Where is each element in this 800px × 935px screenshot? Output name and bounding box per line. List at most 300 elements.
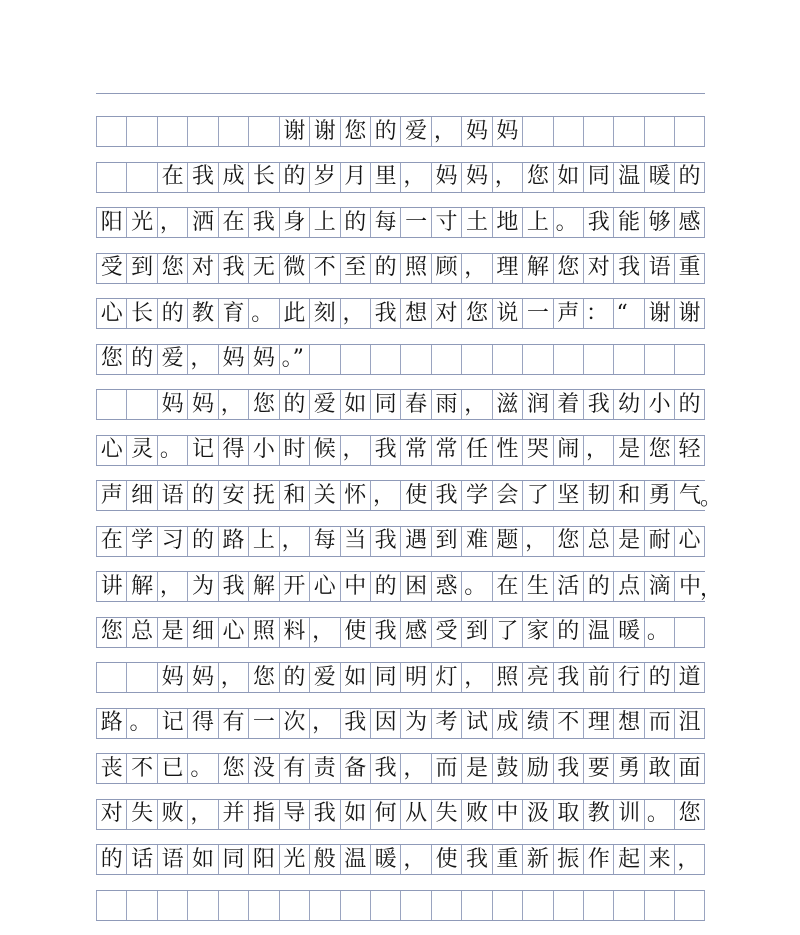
- grid-cell: 惑: [431, 572, 461, 601]
- grid-cell: 中: [674, 572, 704, 601]
- grid-cell: [157, 117, 187, 146]
- grid-cell: 您: [157, 254, 187, 283]
- grid-cell: 坚: [553, 481, 583, 510]
- grid-cell: 行: [613, 663, 643, 692]
- grid-cell: 受: [431, 618, 461, 647]
- grid-cell: [644, 891, 674, 920]
- grid-cell: 轻: [674, 436, 704, 465]
- grid-cell: 妈: [157, 390, 187, 419]
- grid-cell: 妈: [157, 663, 187, 692]
- text-row: [96, 480, 722, 511]
- grid-cell: ，: [187, 345, 217, 374]
- grid-cell: [309, 345, 339, 374]
- grid-cell: 对: [431, 299, 461, 328]
- grid-cell: 同: [370, 390, 400, 419]
- grid-cell: 语: [157, 481, 187, 510]
- grid-cell: 到: [431, 527, 461, 556]
- grid-cell: [340, 891, 370, 920]
- grid-cell: 路: [96, 709, 126, 738]
- grid-cell: 到: [461, 618, 491, 647]
- grid-cell: ，: [187, 800, 217, 829]
- grid-cell: 耐: [644, 527, 674, 556]
- grid-cell: 光: [279, 845, 309, 874]
- grid-cell: 不: [553, 709, 583, 738]
- grid-cell: 我: [431, 481, 461, 510]
- grid-cell: 责: [309, 754, 339, 783]
- text-row: [96, 799, 705, 830]
- grid-cell: 不: [309, 254, 339, 283]
- grid-cell: 如: [340, 800, 370, 829]
- grid-cell: 作: [583, 845, 613, 874]
- grid-cell: 。: [248, 299, 278, 328]
- grid-cell: ，: [340, 436, 370, 465]
- grid-cell: 沮: [674, 709, 704, 738]
- grid-cell: ，: [340, 299, 370, 328]
- grid-cell: 的: [187, 527, 217, 556]
- grid-cell: 记: [187, 436, 217, 465]
- grid-cell: 路: [218, 527, 248, 556]
- grid-cell: 般: [309, 845, 339, 874]
- grid-cell: 。: [157, 436, 187, 465]
- grid-cell: 重: [492, 845, 522, 874]
- grid-cell: [309, 891, 339, 920]
- grid-cell: 使: [400, 481, 430, 510]
- grid-cell: 了: [522, 481, 552, 510]
- grid-cell: 有: [218, 709, 248, 738]
- grid-cell: 的: [370, 254, 400, 283]
- text-row: [96, 298, 705, 329]
- grid-cell: 妈: [218, 345, 248, 374]
- grid-cell: 语: [157, 845, 187, 874]
- grid-cell: 的: [279, 390, 309, 419]
- grid-cell: 总: [126, 618, 156, 647]
- grid-cell: 您: [553, 254, 583, 283]
- grid-cell: 是: [613, 436, 643, 465]
- grid-cell: 困: [400, 572, 430, 601]
- grid-cell: 得: [218, 436, 248, 465]
- grid-cell: 明: [400, 663, 430, 692]
- grid-cell: 我: [370, 299, 400, 328]
- grid-cell: 我: [370, 618, 400, 647]
- grid-cell: 学: [126, 527, 156, 556]
- grid-cell: 您: [248, 390, 278, 419]
- grid-cell: 阳: [248, 845, 278, 874]
- grid-cell: 我: [218, 254, 248, 283]
- grid-cell: 小: [644, 390, 674, 419]
- grid-cell: 长: [248, 163, 278, 192]
- text-row: [96, 890, 705, 921]
- grid-cell: 敢: [644, 754, 674, 783]
- text-row: [96, 435, 705, 466]
- grid-cell: 的: [340, 208, 370, 237]
- grid-cell: 开: [279, 572, 309, 601]
- grid-cell: [431, 891, 461, 920]
- grid-cell: 爱: [157, 345, 187, 374]
- grid-cell: 幼: [613, 390, 643, 419]
- grid-cell: 滴: [644, 572, 674, 601]
- grid-cell: 活: [553, 572, 583, 601]
- grid-cell: 温: [583, 618, 613, 647]
- grid-cell: [522, 345, 552, 374]
- grid-cell: 一: [400, 208, 430, 237]
- grid-cell: 声: [96, 481, 126, 510]
- grid-cell: 料: [279, 618, 309, 647]
- grid-cell: 月: [340, 163, 370, 192]
- grid-cell: 家: [522, 618, 552, 647]
- grid-cell: 一: [522, 299, 552, 328]
- grid-cell: [400, 891, 430, 920]
- grid-cell: 心: [96, 299, 126, 328]
- grid-cell: 的: [370, 572, 400, 601]
- grid-cell: 妈: [461, 117, 491, 146]
- grid-cell: 声: [553, 299, 583, 328]
- grid-cell: ，: [279, 527, 309, 556]
- grid-cell: 我: [461, 845, 491, 874]
- grid-cell: 教: [583, 800, 613, 829]
- grid-cell: 训: [613, 800, 643, 829]
- grid-cell: 绩: [522, 709, 552, 738]
- grid-cell: 您: [522, 163, 552, 192]
- grid-cell: [96, 663, 126, 692]
- grid-cell: 丧: [96, 754, 126, 783]
- grid-cell: 起: [613, 845, 643, 874]
- grid-cell: 您: [644, 436, 674, 465]
- grid-cell: 常: [400, 436, 430, 465]
- grid-cell: ，: [157, 208, 187, 237]
- grid-cell: 常: [431, 436, 461, 465]
- overflow-punctuation: 。: [699, 485, 722, 510]
- overflow-punctuation: ，: [699, 576, 722, 601]
- grid-cell: 同: [583, 163, 613, 192]
- grid-cell: 感: [400, 618, 430, 647]
- grid-cell: 小: [248, 436, 278, 465]
- grid-cell: 上: [248, 527, 278, 556]
- grid-cell: 的: [96, 845, 126, 874]
- grid-cell: 妈: [492, 117, 522, 146]
- grid-cell: ，: [522, 527, 552, 556]
- grid-cell: 光: [126, 208, 156, 237]
- grid-cell: [583, 345, 613, 374]
- grid-cell: 有: [279, 754, 309, 783]
- grid-cell: ，: [309, 709, 339, 738]
- grid-cell: 新: [522, 845, 552, 874]
- top-rule: [96, 93, 705, 94]
- grid-cell: 记: [157, 709, 187, 738]
- grid-cell: ，: [157, 572, 187, 601]
- grid-cell: 是: [613, 527, 643, 556]
- grid-cell: 习: [157, 527, 187, 556]
- grid-cell: [461, 345, 491, 374]
- grid-cell: ，: [461, 390, 491, 419]
- grid-cell: 勇: [613, 754, 643, 783]
- grid-cell: 照: [248, 618, 278, 647]
- grid-cell: 学: [461, 481, 491, 510]
- grid-cell: 前: [583, 663, 613, 692]
- grid-cell: 已: [157, 754, 187, 783]
- grid-cell: 得: [187, 709, 217, 738]
- grid-cell: 上: [522, 208, 552, 237]
- grid-cell: [674, 345, 704, 374]
- grid-cell: [583, 891, 613, 920]
- grid-cell: 讲: [96, 572, 126, 601]
- grid-cell: 我: [218, 572, 248, 601]
- grid-cell: 心: [218, 618, 248, 647]
- grid-cell: 的: [157, 299, 187, 328]
- grid-cell: 育: [218, 299, 248, 328]
- grid-cell: 使: [431, 845, 461, 874]
- text-row: [96, 162, 705, 193]
- text-row: [96, 571, 722, 602]
- text-row: [96, 253, 705, 284]
- grid-cell: 为: [187, 572, 217, 601]
- grid-cell: 春: [400, 390, 430, 419]
- grid-cell: 受: [96, 254, 126, 283]
- grid-cell: 点: [613, 572, 643, 601]
- grid-cell: 雨: [431, 390, 461, 419]
- grid-cell: 而: [431, 754, 461, 783]
- grid-cell: [644, 117, 674, 146]
- grid-cell: 身: [279, 208, 309, 237]
- grid-cell: ，: [492, 163, 522, 192]
- grid-cell: 心: [96, 436, 126, 465]
- grid-cell: 成: [492, 709, 522, 738]
- grid-cell: ，: [461, 663, 491, 692]
- grid-cell: 解: [522, 254, 552, 283]
- grid-cell: [340, 345, 370, 374]
- grid-cell: [613, 345, 643, 374]
- grid-cell: 妈: [461, 163, 491, 192]
- grid-cell: 我: [613, 254, 643, 283]
- grid-cell: 如: [340, 663, 370, 692]
- grid-cell: 阳: [96, 208, 126, 237]
- grid-cell: 和: [613, 481, 643, 510]
- grid-cell: 在: [157, 163, 187, 192]
- grid-cell: 败: [157, 800, 187, 829]
- grid-cell: 为: [400, 709, 430, 738]
- grid-cell: ，: [461, 254, 491, 283]
- grid-cell: 暖: [370, 845, 400, 874]
- grid-cell: 从: [400, 800, 430, 829]
- grid-cell: 的: [370, 117, 400, 146]
- grid-cell: 语: [644, 254, 674, 283]
- grid-cell: 关: [309, 481, 339, 510]
- grid-cell: [674, 891, 704, 920]
- grid-cell: 遇: [400, 527, 430, 556]
- grid-cell: [583, 117, 613, 146]
- grid-cell: 里: [370, 163, 400, 192]
- grid-cell: 当: [340, 527, 370, 556]
- grid-cell: 没: [248, 754, 278, 783]
- grid-cell: [187, 117, 217, 146]
- text-row: [96, 753, 705, 784]
- grid-cell: 鼓: [492, 754, 522, 783]
- grid-cell: 重: [674, 254, 704, 283]
- grid-cell: [96, 163, 126, 192]
- grid-cell: 。: [553, 208, 583, 237]
- grid-cell: 润: [522, 390, 552, 419]
- manuscript-grid: [96, 116, 722, 935]
- grid-cell: 照: [492, 663, 522, 692]
- grid-cell: 您: [553, 527, 583, 556]
- text-row: [96, 389, 705, 420]
- grid-cell: 照: [400, 254, 430, 283]
- grid-cell: 我: [187, 163, 217, 192]
- grid-cell: 顾: [431, 254, 461, 283]
- grid-cell: [400, 345, 430, 374]
- grid-cell: 您: [96, 345, 126, 374]
- grid-cell: [126, 891, 156, 920]
- grid-cell: 对: [96, 800, 126, 829]
- grid-cell: [613, 117, 643, 146]
- grid-cell: 谢: [279, 117, 309, 146]
- grid-cell: 了: [492, 618, 522, 647]
- grid-cell: [126, 117, 156, 146]
- grid-cell: 失: [431, 800, 461, 829]
- grid-cell: 气: [674, 481, 704, 510]
- grid-cell: [431, 345, 461, 374]
- grid-cell: 安: [218, 481, 248, 510]
- grid-cell: 解: [126, 572, 156, 601]
- grid-cell: 次: [279, 709, 309, 738]
- grid-cell: [553, 117, 583, 146]
- grid-cell: 暖: [644, 163, 674, 192]
- grid-cell: 同: [218, 845, 248, 874]
- grid-cell: 我: [370, 527, 400, 556]
- grid-cell: 谢: [674, 299, 704, 328]
- grid-cell: 爱: [309, 663, 339, 692]
- grid-cell: 我: [370, 436, 400, 465]
- grid-cell: 每: [370, 208, 400, 237]
- text-row: [96, 617, 705, 648]
- grid-cell: 导: [279, 800, 309, 829]
- grid-cell: 谢: [644, 299, 674, 328]
- grid-cell: 无: [248, 254, 278, 283]
- grid-cell: [157, 891, 187, 920]
- grid-cell: 备: [340, 754, 370, 783]
- grid-cell: 的: [126, 345, 156, 374]
- grid-cell: 中: [492, 800, 522, 829]
- grid-cell: 妈: [431, 163, 461, 192]
- grid-cell: [126, 163, 156, 192]
- grid-cell: 刻: [309, 299, 339, 328]
- grid-cell: 解: [248, 572, 278, 601]
- grid-cell: [461, 891, 491, 920]
- grid-cell: 。”: [279, 345, 309, 374]
- grid-cell: 何: [370, 800, 400, 829]
- grid-cell: “: [613, 299, 643, 328]
- grid-cell: 总: [583, 527, 613, 556]
- grid-cell: [522, 117, 552, 146]
- grid-cell: 您: [96, 618, 126, 647]
- grid-cell: 土: [461, 208, 491, 237]
- grid-cell: 妈: [248, 345, 278, 374]
- grid-cell: 。: [187, 754, 217, 783]
- grid-cell: [522, 891, 552, 920]
- grid-cell: 微: [279, 254, 309, 283]
- grid-cell: 。: [461, 572, 491, 601]
- grid-cell: 到: [126, 254, 156, 283]
- grid-cell: [674, 618, 704, 647]
- grid-cell: 面: [674, 754, 704, 783]
- grid-cell: 的: [674, 390, 704, 419]
- grid-cell: 如: [187, 845, 217, 874]
- grid-cell: 您: [340, 117, 370, 146]
- grid-cell: 您: [218, 754, 248, 783]
- grid-cell: [553, 891, 583, 920]
- grid-cell: 题: [492, 527, 522, 556]
- grid-cell: 是: [157, 618, 187, 647]
- grid-cell: 我: [309, 800, 339, 829]
- grid-cell: 您: [248, 663, 278, 692]
- grid-cell: 细: [126, 481, 156, 510]
- grid-cell: [674, 117, 704, 146]
- grid-cell: 心: [309, 572, 339, 601]
- grid-cell: 难: [461, 527, 491, 556]
- grid-cell: 在: [218, 208, 248, 237]
- grid-cell: 生: [522, 572, 552, 601]
- grid-cell: ，: [431, 117, 461, 146]
- grid-cell: 使: [340, 618, 370, 647]
- grid-cell: 怀: [340, 481, 370, 510]
- grid-cell: [613, 891, 643, 920]
- grid-cell: 的: [553, 618, 583, 647]
- grid-cell: 岁: [309, 163, 339, 192]
- grid-cell: ，: [400, 845, 430, 874]
- grid-cell: 取: [553, 800, 583, 829]
- grid-cell: 。: [644, 618, 674, 647]
- grid-cell: ，: [674, 845, 704, 874]
- grid-cell: 一: [248, 709, 278, 738]
- grid-cell: 我: [553, 754, 583, 783]
- grid-cell: [492, 891, 522, 920]
- grid-cell: 话: [126, 845, 156, 874]
- grid-cell: 洒: [187, 208, 217, 237]
- grid-cell: ，: [583, 436, 613, 465]
- grid-cell: 败: [461, 800, 491, 829]
- grid-cell: [187, 891, 217, 920]
- grid-cell: 够: [644, 208, 674, 237]
- grid-cell: [553, 345, 583, 374]
- grid-cell: 心: [674, 527, 704, 556]
- text-row: [96, 344, 705, 375]
- grid-cell: [96, 117, 126, 146]
- grid-cell: 哭: [522, 436, 552, 465]
- grid-cell: [218, 891, 248, 920]
- grid-cell: 因: [370, 709, 400, 738]
- text-row: [96, 662, 705, 693]
- grid-cell: 要: [583, 754, 613, 783]
- grid-cell: 我: [583, 390, 613, 419]
- text-row: [96, 844, 705, 875]
- grid-cell: 的: [187, 481, 217, 510]
- grid-cell: [218, 117, 248, 146]
- grid-cell: 我: [370, 754, 400, 783]
- grid-cell: 的: [279, 163, 309, 192]
- grid-cell: 性: [492, 436, 522, 465]
- grid-cell: 地: [492, 208, 522, 237]
- grid-cell: 感: [674, 208, 704, 237]
- grid-cell: 励: [522, 754, 552, 783]
- grid-cell: [644, 345, 674, 374]
- text-row: [96, 526, 705, 557]
- grid-cell: 寸: [431, 208, 461, 237]
- grid-cell: 失: [126, 800, 156, 829]
- grid-cell: [370, 345, 400, 374]
- grid-cell: [96, 390, 126, 419]
- title-row: [96, 116, 705, 147]
- grid-cell: 会: [492, 481, 522, 510]
- grid-cell: 试: [461, 709, 491, 738]
